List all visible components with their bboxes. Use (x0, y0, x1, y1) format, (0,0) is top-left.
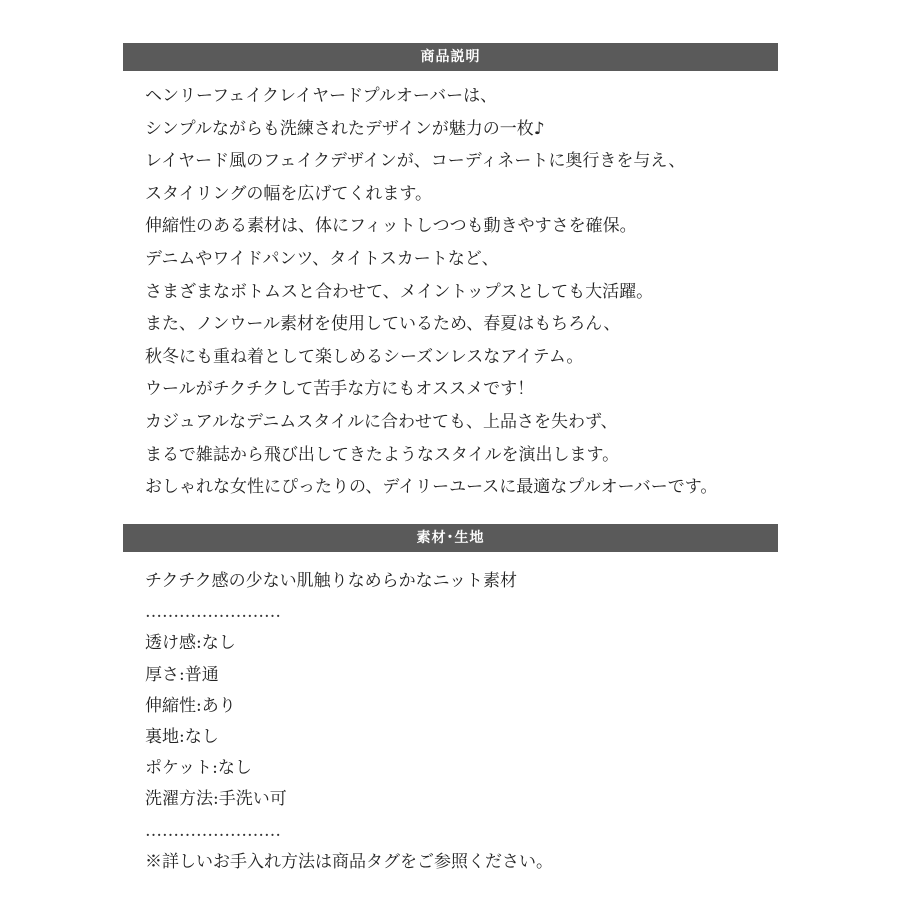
material-text-block (145, 566, 775, 878)
spec-item-lining: 裏地:なし (145, 726, 219, 747)
description-line: おしゃれな女性にぴったりの、デイリーユースに最適なプルオーバーです。 (145, 477, 718, 498)
description-line: カジュアルなデニムスタイルに合わせても、上品さを失わず、 (145, 411, 618, 432)
description-line: ウールがチクチクして苦手な方にもオススメです！ (145, 379, 535, 400)
material-intro: チクチク感の少ない肌触りなめらかなニット素材 (145, 571, 517, 591)
spec-item-stretch: 伸縮性:あり (145, 695, 236, 716)
description-line: ヘンリーフェイクレイヤードプルオーバーは、 (145, 86, 498, 106)
spec-item-washing: 洗濯方法:手洗い可 (145, 789, 287, 810)
description-line: デニムやワイドパンツ、タイトスカートなど、 (145, 248, 499, 269)
description-line: シンプルながらも洗練されたデザインが魅力の一枚♪ (145, 118, 545, 139)
description-line: 秋冬にも重ね着として楽しめるシーズンレスなアイテム。 (145, 346, 584, 367)
spec-item-transparency: 透け感:なし (145, 633, 236, 654)
section-header-material: 素材･生地 (123, 524, 778, 552)
section-header-description: 商品説明 (123, 43, 778, 71)
description-line: 伸縮性のある素材は、体にフィットしつつも動きやすさを確保。 (145, 216, 637, 237)
description-text-block (145, 80, 775, 504)
care-note: ※詳しいお手入れ方法は商品タグをご参照ください。 (145, 851, 553, 872)
spec-item-thickness: 厚さ:普通 (145, 664, 219, 685)
description-line: さまざまなボトムスと合わせて、メイントップスとしても大活躍。 (145, 281, 654, 302)
spec-item-pocket: ポケット:なし (145, 758, 252, 779)
description-line: また、ノンウール素材を使用しているため、春夏はもちろん、 (145, 314, 621, 335)
description-line: レイヤード風のフェイクデザインが、コーディネートに奥行きを与え、 (145, 151, 686, 172)
dotted-divider-bottom: …………………… (145, 820, 281, 841)
description-line: スタイリングの幅を広げてくれます。 (145, 183, 432, 204)
dotted-divider-top: …………………… (145, 602, 281, 623)
description-line: まるで雑誌から飛び出してきたようなスタイルを演出します。 (145, 444, 620, 465)
